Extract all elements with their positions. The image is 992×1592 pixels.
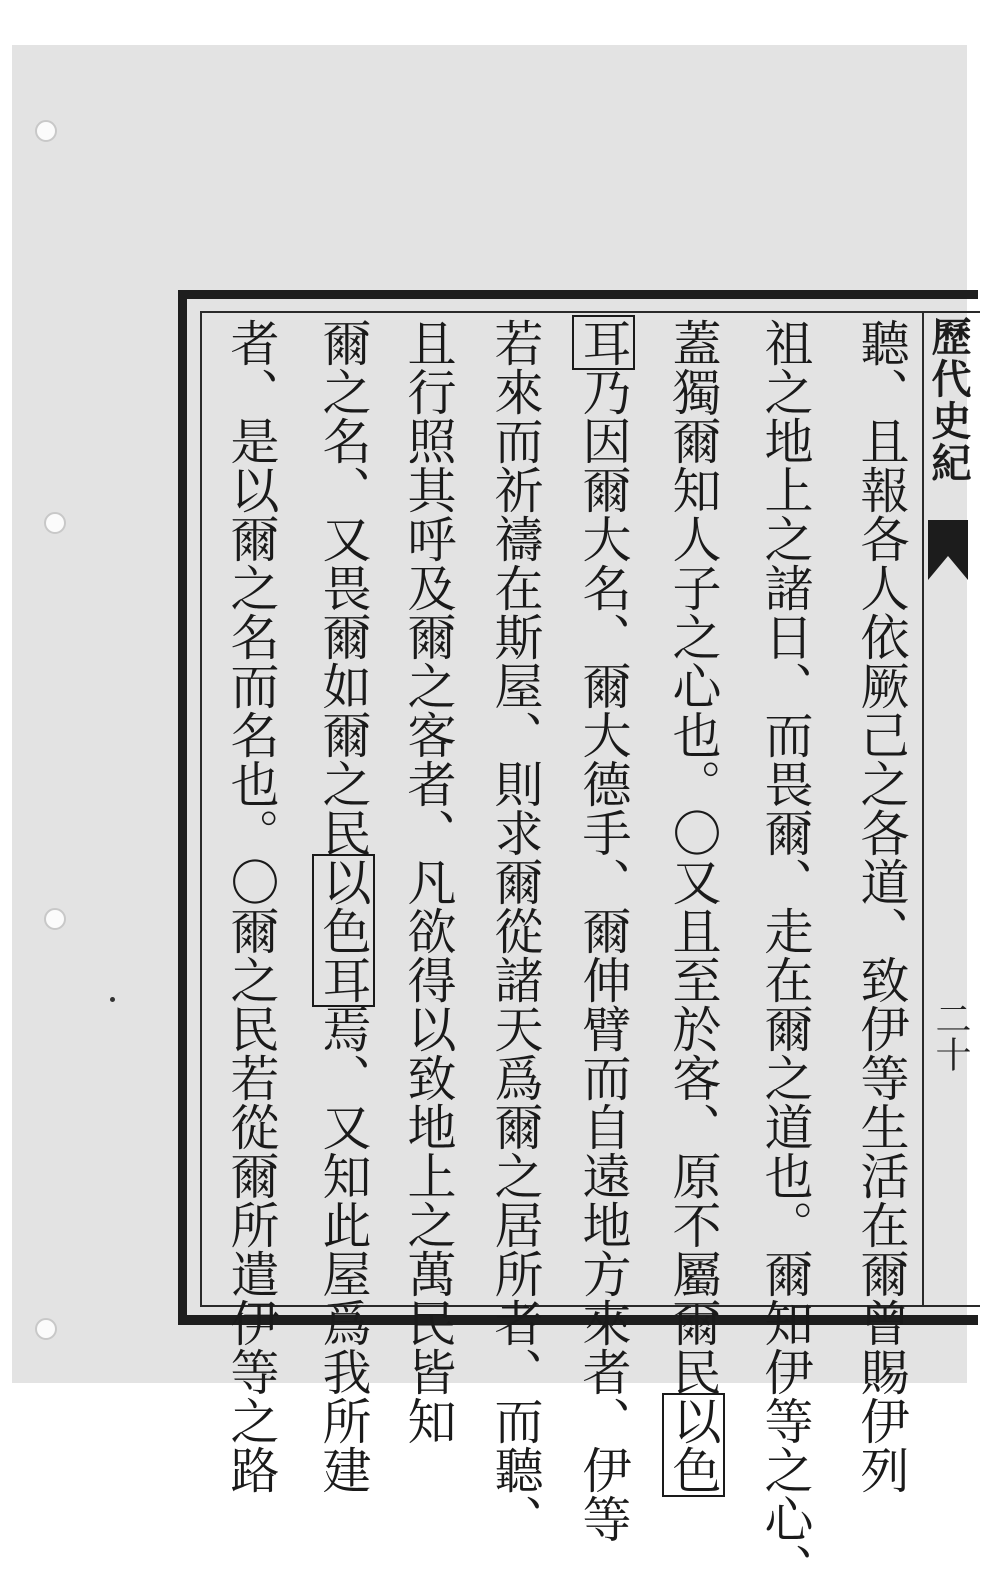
text-column-4 xyxy=(575,318,632,1543)
punch-hole-icon xyxy=(44,908,66,930)
boxed-name: 耳 xyxy=(575,318,632,367)
boxed-name: 以色耳 xyxy=(315,857,372,1004)
boxed-name: 以色 xyxy=(665,1396,722,1494)
column-text: 祖之地上之諸日、而畏爾、走在爾之道也。爾知伊等之心、 xyxy=(757,318,814,1592)
text-column-7 xyxy=(315,318,372,1494)
punch-hole-icon xyxy=(44,512,66,534)
text-column-1 xyxy=(853,318,910,1494)
text-column-6 xyxy=(400,318,457,1445)
column-text: 乃因爾大名、爾大德手、爾伸臂而自遠地方來者、伊等 xyxy=(575,367,632,1543)
column-text: 者、是以爾之名而名也。〇爾之民若從爾所遣伊等之路 xyxy=(223,318,280,1494)
ink-speck xyxy=(110,997,115,1002)
punch-hole-icon xyxy=(35,1318,57,1340)
book-title: 歷代史紀 xyxy=(925,316,972,484)
column-text: 且行照其呼及爾之客者、凡欲得以致地上之萬民皆知 xyxy=(400,318,457,1445)
text-column-3 xyxy=(665,318,722,1494)
column-text: 若來而祈禱在斯屋、則求爾從諸天爲爾之居所者、而聽、 xyxy=(487,318,544,1543)
text-column-8 xyxy=(223,318,280,1494)
column-text: 聽、且報各人依厥己之各道、致伊等生活在爾曾賜伊列 xyxy=(853,318,910,1494)
column-text: 爾之名、又畏爾如爾之民 xyxy=(315,318,372,857)
punch-hole-icon xyxy=(35,120,57,142)
column-text: 焉、又知此屋爲我所建 xyxy=(315,1004,372,1494)
column-text: 蓋獨爾知人子之心也。〇又且至於客、原不屬爾民 xyxy=(665,318,722,1396)
text-column-5 xyxy=(487,318,544,1543)
folio-number: 二十 xyxy=(930,1000,971,1072)
text-column-2 xyxy=(757,318,814,1592)
